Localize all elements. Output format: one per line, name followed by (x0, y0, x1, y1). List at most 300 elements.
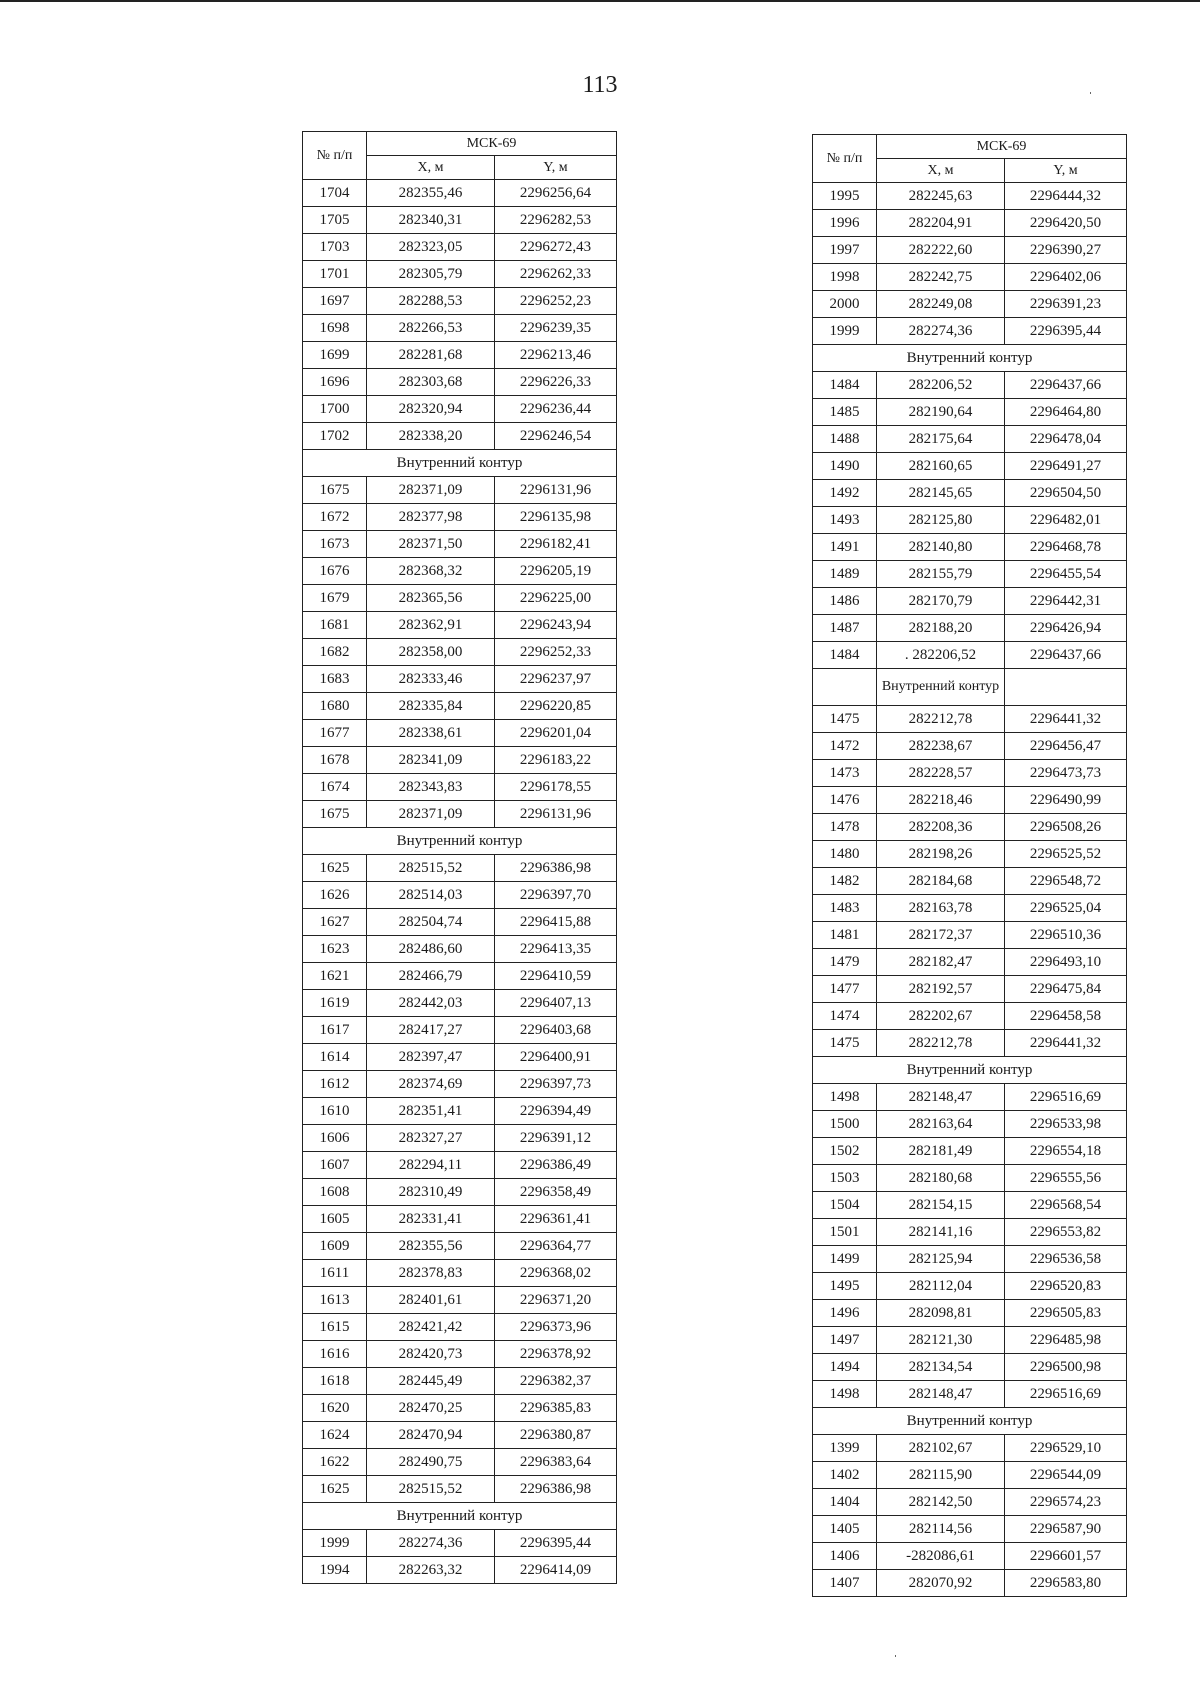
y-coordinate: 2296131,96 (495, 801, 617, 828)
section-row (813, 669, 1127, 706)
y-coordinate: 2296395,44 (495, 1530, 617, 1557)
y-coordinate: 2296468,78 (1005, 534, 1127, 561)
point-number: 1472 (813, 733, 877, 760)
y-coordinate: 2296252,23 (495, 288, 617, 315)
y-coordinate: 2296464,80 (1005, 399, 1127, 426)
y-coordinate: 2296473,73 (1005, 760, 1127, 787)
table-row (303, 720, 617, 747)
point-number: 1673 (303, 531, 367, 558)
table-row (303, 693, 617, 720)
x-coordinate: 282212,78 (877, 706, 1005, 733)
y-coordinate: 2296383,64 (495, 1449, 617, 1476)
table-row (303, 1179, 617, 1206)
point-number: 1476 (813, 787, 877, 814)
x-coordinate: 282445,49 (367, 1368, 495, 1395)
y-coordinate: 2296386,49 (495, 1152, 617, 1179)
x-coordinate: 282466,79 (367, 963, 495, 990)
point-number: 1503 (813, 1165, 877, 1192)
point-number: 1672 (303, 504, 367, 531)
table-row (813, 895, 1127, 922)
point-number: 1608 (303, 1179, 367, 1206)
point-number: 1682 (303, 639, 367, 666)
y-coordinate: 2296182,41 (495, 531, 617, 558)
x-coordinate: 282442,03 (367, 990, 495, 1017)
table-row (813, 1543, 1127, 1570)
table-row (813, 976, 1127, 1003)
y-coordinate: 2296516,69 (1005, 1381, 1127, 1408)
point-number: 1499 (813, 1246, 877, 1273)
x-coordinate: 282222,60 (877, 237, 1005, 264)
section-row (303, 1503, 617, 1530)
y-coordinate: 2296455,54 (1005, 561, 1127, 588)
point-number: 1484 (813, 642, 877, 669)
x-coordinate: 282327,27 (367, 1125, 495, 1152)
point-number: 1626 (303, 882, 367, 909)
point-number: 1700 (303, 396, 367, 423)
y-coordinate: 2296361,41 (495, 1206, 617, 1233)
y-coordinate: 2296237,97 (495, 666, 617, 693)
y-coordinate: 2296183,22 (495, 747, 617, 774)
x-coordinate: 282102,67 (877, 1435, 1005, 1462)
x-coordinate: 282335,84 (367, 693, 495, 720)
table-row (303, 234, 617, 261)
table-row (813, 1003, 1127, 1030)
point-number: 1999 (303, 1530, 367, 1557)
y-coordinate: 2296553,82 (1005, 1219, 1127, 1246)
table-row (813, 1435, 1127, 1462)
section-row (813, 345, 1127, 372)
x-coordinate: 282288,53 (367, 288, 495, 315)
point-number: 1677 (303, 720, 367, 747)
column-header-x: X, м (877, 159, 1005, 183)
x-coordinate: 282163,64 (877, 1111, 1005, 1138)
table-row (813, 1354, 1127, 1381)
point-number: 1676 (303, 558, 367, 585)
x-coordinate: 282125,80 (877, 507, 1005, 534)
x-coordinate: 282228,57 (877, 760, 1005, 787)
x-coordinate: 282170,79 (877, 588, 1005, 615)
table-header-row (303, 132, 617, 156)
point-number: 1674 (303, 774, 367, 801)
table-row (813, 507, 1127, 534)
x-coordinate: 282358,00 (367, 639, 495, 666)
point-number: 1624 (303, 1422, 367, 1449)
table-row (303, 666, 617, 693)
y-coordinate: 2296415,88 (495, 909, 617, 936)
section-label: Внутренний контур (303, 1503, 617, 1530)
y-coordinate: 2296508,26 (1005, 814, 1127, 841)
point-number: 1625 (303, 855, 367, 882)
x-coordinate: 282362,91 (367, 612, 495, 639)
table-row (813, 480, 1127, 507)
point-number: 1999 (813, 318, 877, 345)
table-row (813, 1570, 1127, 1597)
y-coordinate: 2296574,23 (1005, 1489, 1127, 1516)
x-coordinate: 282341,09 (367, 747, 495, 774)
column-header-y: Y, м (1005, 159, 1127, 183)
x-coordinate: 282355,56 (367, 1233, 495, 1260)
x-coordinate: 282175,64 (877, 426, 1005, 453)
point-number: 1498 (813, 1381, 877, 1408)
y-coordinate: 2296568,54 (1005, 1192, 1127, 1219)
x-coordinate: 282238,67 (877, 733, 1005, 760)
point-number: 1996 (813, 210, 877, 237)
x-coordinate: 282371,09 (367, 477, 495, 504)
y-coordinate: 2296403,68 (495, 1017, 617, 1044)
y-coordinate: 2296510,36 (1005, 922, 1127, 949)
x-coordinate: 282515,52 (367, 1476, 495, 1503)
table-row (303, 1071, 617, 1098)
x-coordinate: 282340,31 (367, 207, 495, 234)
point-number: 1405 (813, 1516, 877, 1543)
table-row (813, 426, 1127, 453)
y-coordinate: 2296394,49 (495, 1098, 617, 1125)
x-coordinate: 282218,46 (877, 787, 1005, 814)
x-coordinate: 282184,68 (877, 868, 1005, 895)
point-number: 1482 (813, 868, 877, 895)
x-coordinate: 282141,16 (877, 1219, 1005, 1246)
x-coordinate: 282310,49 (367, 1179, 495, 1206)
point-number: 1404 (813, 1489, 877, 1516)
table-row (813, 588, 1127, 615)
y-coordinate: 2296407,13 (495, 990, 617, 1017)
table-row (303, 1341, 617, 1368)
section-row (813, 1408, 1127, 1435)
x-coordinate: 282114,56 (877, 1516, 1005, 1543)
table-row (813, 1462, 1127, 1489)
y-coordinate: 2296458,58 (1005, 1003, 1127, 1030)
y-coordinate: 2296282,53 (495, 207, 617, 234)
table-row (303, 774, 617, 801)
table-row (303, 1152, 617, 1179)
x-coordinate: 282163,78 (877, 895, 1005, 922)
x-coordinate: 282182,47 (877, 949, 1005, 976)
x-coordinate: 282417,27 (367, 1017, 495, 1044)
column-header-y: Y, м (495, 156, 617, 180)
table-row (813, 1246, 1127, 1273)
point-number: 1704 (303, 180, 367, 207)
table-row (303, 801, 617, 828)
point-number: 1681 (303, 612, 367, 639)
table-row (813, 264, 1127, 291)
point-number: 1611 (303, 1260, 367, 1287)
y-coordinate: 2296205,19 (495, 558, 617, 585)
point-number: 1701 (303, 261, 367, 288)
x-coordinate: 282294,11 (367, 1152, 495, 1179)
table-row (813, 733, 1127, 760)
point-number: 1675 (303, 477, 367, 504)
table-row (303, 558, 617, 585)
table-row (813, 534, 1127, 561)
x-coordinate: -282086,61 (877, 1543, 1005, 1570)
point-number: 1998 (813, 264, 877, 291)
y-coordinate: 2296380,87 (495, 1422, 617, 1449)
x-coordinate: 282490,75 (367, 1449, 495, 1476)
column-header-number: № п/п (813, 135, 877, 183)
y-coordinate: 2296533,98 (1005, 1111, 1127, 1138)
x-coordinate: 282365,56 (367, 585, 495, 612)
x-coordinate: 282192,57 (877, 976, 1005, 1003)
x-coordinate: 282470,94 (367, 1422, 495, 1449)
y-coordinate: 2296525,04 (1005, 895, 1127, 922)
table-row (813, 1516, 1127, 1543)
x-coordinate: 282263,32 (367, 1557, 495, 1584)
x-coordinate: 282202,67 (877, 1003, 1005, 1030)
point-number: 1485 (813, 399, 877, 426)
x-coordinate: 282486,60 (367, 936, 495, 963)
x-coordinate: 282112,04 (877, 1273, 1005, 1300)
point-number: 1480 (813, 841, 877, 868)
x-coordinate: 282172,37 (877, 922, 1005, 949)
x-coordinate: 282206,52 (877, 372, 1005, 399)
x-coordinate: 282125,94 (877, 1246, 1005, 1273)
section-label: Внутренний контур (303, 450, 617, 477)
table-row (303, 1287, 617, 1314)
table-row (303, 180, 617, 207)
y-coordinate: 2296256,64 (495, 180, 617, 207)
x-coordinate: 282140,80 (877, 534, 1005, 561)
x-coordinate: . 282206,52 (877, 642, 1005, 669)
table-row (813, 1489, 1127, 1516)
table-row (813, 1300, 1127, 1327)
table-row (303, 1017, 617, 1044)
table-row (303, 1368, 617, 1395)
page-number: 113 (582, 72, 618, 98)
x-coordinate: 282134,54 (877, 1354, 1005, 1381)
table-header-row (813, 135, 1127, 159)
table-row (813, 237, 1127, 264)
x-coordinate: 282160,65 (877, 453, 1005, 480)
point-number: 1699 (303, 342, 367, 369)
column-header-x: X, м (367, 156, 495, 180)
table-row (303, 531, 617, 558)
table-row (813, 787, 1127, 814)
point-number: 1492 (813, 480, 877, 507)
point-number: 1606 (303, 1125, 367, 1152)
y-coordinate: 2296390,27 (1005, 237, 1127, 264)
x-coordinate: 282098,81 (877, 1300, 1005, 1327)
y-coordinate: 2296529,10 (1005, 1435, 1127, 1462)
table-row (303, 1260, 617, 1287)
point-number: 1627 (303, 909, 367, 936)
point-number: 1483 (813, 895, 877, 922)
y-coordinate: 2296371,20 (495, 1287, 617, 1314)
x-coordinate: 282142,50 (877, 1489, 1005, 1516)
empty-cell (813, 669, 877, 706)
point-number: 1399 (813, 1435, 877, 1462)
table-row (303, 1098, 617, 1125)
y-coordinate: 2296201,04 (495, 720, 617, 747)
x-coordinate: 282343,83 (367, 774, 495, 801)
scan-speck (1090, 92, 1091, 94)
point-number: 1622 (303, 1449, 367, 1476)
y-coordinate: 2296548,72 (1005, 868, 1127, 895)
point-number: 1496 (813, 1300, 877, 1327)
point-number: 1703 (303, 234, 367, 261)
x-coordinate: 282145,65 (877, 480, 1005, 507)
point-number: 1484 (813, 372, 877, 399)
y-coordinate: 2296491,27 (1005, 453, 1127, 480)
table-row (813, 1030, 1127, 1057)
y-coordinate: 2296504,50 (1005, 480, 1127, 507)
x-coordinate: 282355,46 (367, 180, 495, 207)
point-number: 1610 (303, 1098, 367, 1125)
empty-cell (1005, 669, 1127, 706)
point-number: 1614 (303, 1044, 367, 1071)
point-number: 1501 (813, 1219, 877, 1246)
y-coordinate: 2296262,33 (495, 261, 617, 288)
point-number: 1494 (813, 1354, 877, 1381)
table-row (813, 453, 1127, 480)
y-coordinate: 2296225,00 (495, 585, 617, 612)
x-coordinate: 282514,03 (367, 882, 495, 909)
table-row (813, 615, 1127, 642)
table-row (813, 841, 1127, 868)
y-coordinate: 2296437,66 (1005, 372, 1127, 399)
table-row (303, 747, 617, 774)
table-row (813, 291, 1127, 318)
y-coordinate: 2296478,04 (1005, 426, 1127, 453)
point-number: 1504 (813, 1192, 877, 1219)
x-coordinate: 282368,32 (367, 558, 495, 585)
y-coordinate: 2296400,91 (495, 1044, 617, 1071)
y-coordinate: 2296382,37 (495, 1368, 617, 1395)
point-number: 1621 (303, 963, 367, 990)
table-row (303, 207, 617, 234)
table-row (303, 288, 617, 315)
y-coordinate: 2296426,94 (1005, 615, 1127, 642)
section-label: Внутренний контур (813, 1057, 1127, 1084)
table-row (813, 1219, 1127, 1246)
point-number: 1407 (813, 1570, 877, 1597)
y-coordinate: 2296397,70 (495, 882, 617, 909)
x-coordinate: 282274,36 (877, 318, 1005, 345)
table-row (303, 261, 617, 288)
point-number: 1616 (303, 1341, 367, 1368)
x-coordinate: 282148,47 (877, 1381, 1005, 1408)
y-coordinate: 2296444,32 (1005, 183, 1127, 210)
x-coordinate: 282401,61 (367, 1287, 495, 1314)
table-row (813, 1138, 1127, 1165)
section-row (813, 1057, 1127, 1084)
point-number: 1475 (813, 706, 877, 733)
y-coordinate: 2296395,44 (1005, 318, 1127, 345)
section-row (303, 450, 617, 477)
table-row (303, 1422, 617, 1449)
table-row (813, 1084, 1127, 1111)
table-row (813, 1327, 1127, 1354)
point-number: 1491 (813, 534, 877, 561)
table-row (303, 639, 617, 666)
x-coordinate: 282155,79 (877, 561, 1005, 588)
table-row (303, 963, 617, 990)
point-number: 1675 (303, 801, 367, 828)
point-number: 1497 (813, 1327, 877, 1354)
x-coordinate: 282281,68 (367, 342, 495, 369)
x-coordinate: 282198,26 (877, 841, 1005, 868)
point-number: 1620 (303, 1395, 367, 1422)
x-coordinate: 282154,15 (877, 1192, 1005, 1219)
y-coordinate: 2296178,55 (495, 774, 617, 801)
x-coordinate: 282070,92 (877, 1570, 1005, 1597)
y-coordinate: 2296378,92 (495, 1341, 617, 1368)
point-number: 1498 (813, 1084, 877, 1111)
point-number: 1475 (813, 1030, 877, 1057)
x-coordinate: 282374,69 (367, 1071, 495, 1098)
point-number: 1612 (303, 1071, 367, 1098)
point-number: 1607 (303, 1152, 367, 1179)
y-coordinate: 2296555,56 (1005, 1165, 1127, 1192)
x-coordinate: 282190,64 (877, 399, 1005, 426)
table-row (303, 1044, 617, 1071)
point-number: 1997 (813, 237, 877, 264)
point-number: 1488 (813, 426, 877, 453)
point-number: 2000 (813, 291, 877, 318)
x-coordinate: 282421,42 (367, 1314, 495, 1341)
coordinates-table-right (812, 134, 1127, 1597)
y-coordinate: 2296239,35 (495, 315, 617, 342)
point-number: 1493 (813, 507, 877, 534)
point-number: 1478 (813, 814, 877, 841)
table-row (303, 396, 617, 423)
point-number: 1613 (303, 1287, 367, 1314)
point-number: 1615 (303, 1314, 367, 1341)
y-coordinate: 2296402,06 (1005, 264, 1127, 291)
point-number: 1994 (303, 1557, 367, 1584)
section-label: Внутренний контур (877, 669, 1005, 706)
y-coordinate: 2296525,52 (1005, 841, 1127, 868)
y-coordinate: 2296358,49 (495, 1179, 617, 1206)
x-coordinate: 282333,46 (367, 666, 495, 693)
point-number: 1995 (813, 183, 877, 210)
point-number: 1502 (813, 1138, 877, 1165)
y-coordinate: 2296536,58 (1005, 1246, 1127, 1273)
table-row (813, 183, 1127, 210)
section-label: Внутренний контур (813, 1408, 1127, 1435)
coordinates-table-left (302, 131, 617, 1584)
y-coordinate: 2296520,83 (1005, 1273, 1127, 1300)
section-label: Внутренний контур (303, 828, 617, 855)
table-row (303, 612, 617, 639)
table-row (813, 642, 1127, 669)
y-coordinate: 2296391,23 (1005, 291, 1127, 318)
table-row (813, 1273, 1127, 1300)
table-row (303, 369, 617, 396)
point-number: 1617 (303, 1017, 367, 1044)
x-coordinate: 282180,68 (877, 1165, 1005, 1192)
table-row (813, 1165, 1127, 1192)
point-number: 1495 (813, 1273, 877, 1300)
x-coordinate: 282212,78 (877, 1030, 1005, 1057)
y-coordinate: 2296385,83 (495, 1395, 617, 1422)
y-coordinate: 2296441,32 (1005, 1030, 1127, 1057)
scan-speck (895, 1655, 896, 1657)
table-row (303, 990, 617, 1017)
y-coordinate: 2296213,46 (495, 342, 617, 369)
point-number: 1474 (813, 1003, 877, 1030)
y-coordinate: 2296601,57 (1005, 1543, 1127, 1570)
y-coordinate: 2296226,33 (495, 369, 617, 396)
x-coordinate: 282323,05 (367, 234, 495, 261)
point-number: 1487 (813, 615, 877, 642)
x-coordinate: 282515,52 (367, 855, 495, 882)
x-coordinate: 282378,83 (367, 1260, 495, 1287)
x-coordinate: 282245,63 (877, 183, 1005, 210)
table-row (813, 760, 1127, 787)
point-number: 1705 (303, 207, 367, 234)
point-number: 1605 (303, 1206, 367, 1233)
table-row (303, 1449, 617, 1476)
